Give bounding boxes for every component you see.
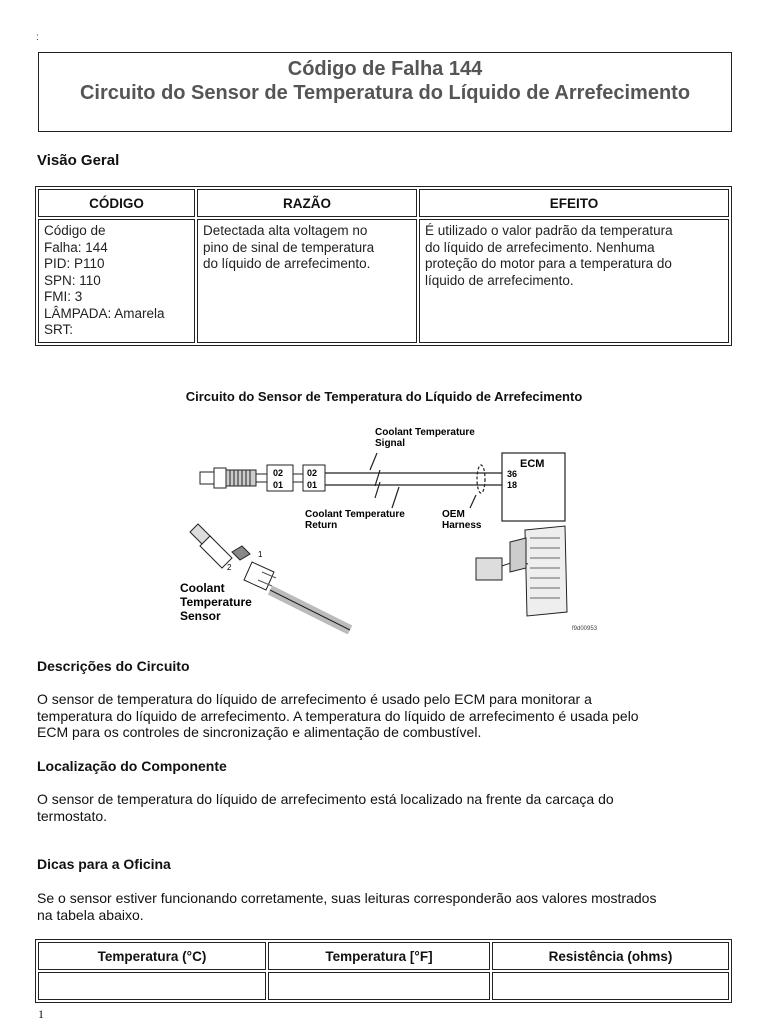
shop-tips-heading: Dicas para a Oficina <box>37 856 171 872</box>
sensor-label-1: Coolant <box>180 581 225 595</box>
table-cell <box>38 972 266 1000</box>
razao-line: do líquido de arrefecimento. <box>203 256 371 271</box>
connector-pin-bottom-b: 01 <box>307 480 318 490</box>
codigo-line: FMI: 3 <box>44 289 83 304</box>
codigo-cell <box>38 219 195 343</box>
figure-caption: Circuito do Sensor de Temperatura do Líquido de Arrefecimento <box>185 389 583 404</box>
header-codigo: CÓDIGO <box>38 189 195 217</box>
header-temp-f: Temperatura [°F] <box>268 942 490 970</box>
corner-mark: : <box>36 32 39 43</box>
tips-line: na tabela abaixo. <box>37 906 144 923</box>
temperature-table <box>35 939 732 1003</box>
codigo-line: PID: P110 <box>44 256 105 271</box>
signal-label-2: Signal <box>375 438 406 449</box>
sensor-label-2: Temperature <box>180 595 252 609</box>
overview-table <box>35 186 732 346</box>
overview-heading: Visão Geral <box>37 152 120 169</box>
ecm-pin-return: 18 <box>507 480 518 490</box>
circuit-description-text <box>37 691 737 741</box>
ecm-pin-signal: 36 <box>507 469 518 479</box>
header-efeito: EFEITO <box>419 189 729 217</box>
circuit-diagram <box>170 420 600 634</box>
ecm-unit-icon <box>476 526 567 616</box>
tips-line: Se o sensor estiver funcionando corretamente, suas leituras corresponderão aos valores mostrados <box>37 890 657 906</box>
efeito-line: do líquido de arrefecimento. Nenhuma <box>425 239 655 255</box>
loc-line: O sensor de temperatura do líquido de arrefecimento está localizado na frente da carcaça do <box>37 791 614 807</box>
sensor-probe-icon <box>200 468 256 488</box>
razao-line: Detectada alta voltagem no <box>203 223 368 238</box>
loc-line: termostato. <box>37 807 108 824</box>
connector-pin-bottom: 01 <box>273 480 284 490</box>
return-label-1: Coolant Temperature <box>305 509 405 520</box>
wires <box>325 453 502 508</box>
table-cell <box>492 972 729 1000</box>
page-subtitle: Circuito do Sensor de Temperatura do Líquido de Arrefecimento <box>79 82 691 104</box>
desc-line: ECM para os controles de sincronização e alimentação de combustível. <box>37 724 482 740</box>
codigo-line: LÂMPADA: Amarela <box>44 305 165 321</box>
efeito-line: É utilizado o valor padrão da temperatura <box>425 223 673 238</box>
component-location-text <box>37 791 737 824</box>
codigo-line: SRT: <box>44 322 74 337</box>
desc-line: O sensor de temperatura do líquido de arrefecimento é usado pelo ECM para monitorar a <box>37 691 592 707</box>
efeito-line: proteção do motor para a temperatura do <box>425 256 672 271</box>
razao-line: pino de sinal de temperatura <box>203 239 375 255</box>
razao-cell <box>197 219 417 343</box>
oem-label-1: OEM <box>442 509 465 520</box>
oem-label-2: Harness <box>442 520 482 531</box>
title-box <box>38 52 732 132</box>
ecm-label: ECM <box>520 458 545 470</box>
pin-1-label: 1 <box>258 550 263 559</box>
connector-pin-top: 02 <box>273 468 284 478</box>
sensor-label-3: Sensor <box>180 609 221 623</box>
connector-pin-top-b: 02 <box>307 468 318 478</box>
header-resistance: Resistência (ohms) <box>492 942 729 970</box>
circuit-description-heading: Descrições do Circuito <box>37 658 190 674</box>
efeito-cell <box>419 219 729 343</box>
signal-label-1: Coolant Temperature <box>375 427 475 438</box>
pin-2-label: 2 <box>227 563 232 572</box>
shop-tips-text <box>37 890 737 923</box>
table-cell <box>268 972 490 1000</box>
codigo-line: SPN: 110 <box>44 272 101 288</box>
figure-id: f9d00953 <box>572 626 598 632</box>
efeito-line: líquido de arrefecimento. <box>425 272 574 288</box>
codigo-line: Falha: 144 <box>44 239 108 255</box>
page-number: 1 <box>38 1007 44 1021</box>
return-label-2: Return <box>305 520 338 531</box>
component-location-heading: Localização do Componente <box>37 758 227 774</box>
codigo-line: Código de <box>44 223 106 238</box>
page-title: Código de Falha 144 <box>287 58 483 80</box>
header-razao: RAZÃO <box>197 189 417 217</box>
desc-line: temperatura do líquido de arrefecimento. A temperatura do líquido de arrefecimento é usada pelo <box>37 707 639 724</box>
header-temp-c: Temperatura (°C) <box>38 942 266 970</box>
